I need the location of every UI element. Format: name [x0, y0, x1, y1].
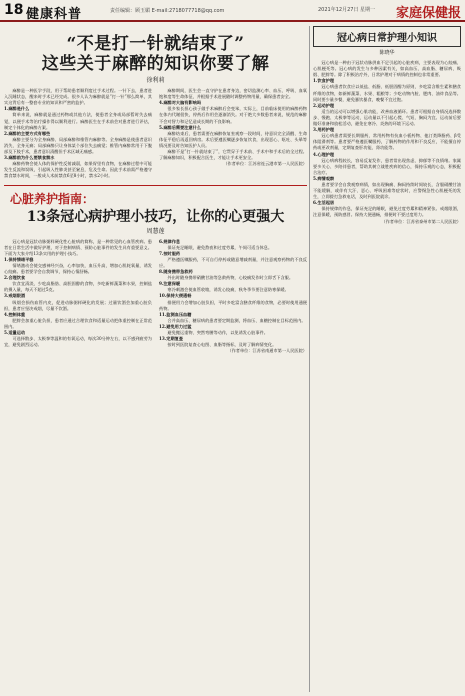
subheading: 13.定期复查	[159, 336, 184, 342]
subheading: 1.饮食护理	[313, 78, 335, 84]
subheading: 3.用药护理	[313, 127, 335, 133]
article2-col-right	[159, 239, 307, 355]
paragraph: 避免搬运重物、突然弯腰等动作，以免诱发心脏事件。	[167, 330, 268, 335]
article1-byline: 徐利莉	[146, 77, 165, 84]
subheading: 2.合理饮食	[4, 275, 26, 281]
paragraph: 保证充足睡眠，避免熬夜和过度劳累，午间可适当休息。	[167, 244, 273, 250]
author-affiliation: （作者单位：江苏省南通市第一人民医院）	[227, 348, 307, 354]
article1-title-line2: 这些关于麻醉的知识你要了解	[41, 54, 270, 74]
paragraph: 冠心病患者饮食应以低盐、低脂、低胆固醇为原则，多吃富含维生素和膳食纤维的食物，如新鲜蔬菜、水果、粗粮等；少吃动物内脏、肥肉、油炸食品等。同时要少量多餐，避免暴饮暴食，晚餐不宜过饱。	[313, 84, 461, 102]
author-affiliation: （作者单位：江苏省泰州市第二人民医院）	[381, 218, 461, 224]
main-column	[4, 26, 307, 354]
paragraph: 排便用力会增加心脏负担，平时多吃富含膳食纤维的食物，必要时使用通便药物。	[159, 299, 307, 311]
article3-title: 冠心病日常护理小知识	[313, 26, 461, 47]
subheading: 2.麻醉的主要方式有哪些	[4, 130, 51, 136]
paragraph: 麻醉是一种医学手段，用于帮助患者顺利度过手术过程。一针下去，患者进入沉睡状态，醒来时手术已经完成。很多人认为麻醉就是“打一针”那么简单，其实这背后有一整套专业的知识和严密的监护。	[4, 88, 152, 106]
paragraph: 很多家长担心孩子做手术麻醉后会变笨，实际上，目前临床使用的麻醉药物在体内代谢很快，停药后作用会逐渐消失。对于绝大多数患者来说，规范的麻醉不会对智力和记忆造成长期的不良影响。	[159, 106, 307, 124]
paragraph: 冠心病患者需要长期服药，常用药物有抗血小板药物、他汀类降脂药、β受体阻滞剂等。患者要严格遵医嘱服药，了解药物的作用和不良反应，不能擅自停药或更改剂量，定期复查肝功能、肾功能等。	[313, 133, 461, 151]
paragraph: 按时到医院复查心电图、血脂等指标，及时了解病情变化。	[167, 342, 277, 348]
subheading: 5.适量运动	[4, 330, 26, 335]
subheading: 6.规律作息	[159, 238, 181, 244]
subheading: 6.生活起居	[313, 200, 335, 206]
paragraph: 麻醉主要分为全身麻醉、局部麻醉和椎管内麻醉等。全身麻醉是使患者意识消失、全身无痛；局部麻醉只让身体某个部位失去痛觉；椎管内麻醉常用于下腹部及下肢手术，患者意识清醒但手术区域无痛感。	[4, 136, 152, 155]
paragraph: 麻醉药物会使人体的保护性反射减弱，如果胃里有食物，在麻醉过程中可能发生反流和误吸，引起吸入性肺炎甚至窒息，危及生命。因此手术前需严格遵守禁食禁水时间，一般成人术前禁食6至8小时，禁水2小时。	[4, 161, 152, 179]
subheading: 11.监测血压血糖	[159, 311, 192, 317]
paragraph: 冠心病是一种由于冠状动脉供血不足引起的心脏疾病，主要表现为心绞痛、心肌梗死等。冠心病的发生与多种因素有关，如高血压、高血脂、糖尿病、吸烟、肥胖等。除了积极治疗外，日常护理对于病情的控制也非常重要。	[313, 60, 461, 78]
subheading: 8.随身携带急救药	[159, 269, 193, 275]
article1-col-left	[4, 88, 152, 179]
page-number: 18	[4, 2, 24, 18]
paragraph: 简单来说，麻醉就是通过药物或其他方法，使患者全身或局部暂时失去痛觉，以便手术等治疗操作得以顺利进行。麻醉医生在手术前会对患者进行评估，制定个体化的麻醉方案。	[4, 112, 152, 130]
section-title: 健康科普	[26, 7, 83, 22]
article1-col-right	[159, 88, 307, 179]
subheading: 4.控制体重	[4, 311, 26, 317]
subheading: 3.麻醉前为什么要禁食禁水	[4, 155, 55, 161]
subheading: 2.运动护理	[313, 102, 335, 108]
subheading: 5.病情观察	[313, 175, 335, 181]
paragraph: 吸烟会损伤血管内皮，促进动脉粥样硬化的发展；过量饮酒会加重心脏负担，患者应坚决戒烟，尽量不饮酒。	[4, 299, 152, 311]
subheading: 12.避免用力过猛	[159, 323, 192, 329]
paragraph: 麻醉期间，医生会一直守护在患者身边，密切监测心率、血压、呼吸、血氧饱和度等生命体征，并根据手术进展随时调整药物用量，确保患者安全。	[159, 88, 307, 100]
paragraph: 适当的运动可以增强心肌功能，改善血液循环。患者可根据自身情况选择散步、慢跑、太极拳等运动，运动量以不引起心慌、气短、胸闷为宜。运动前后要做好准备和放松活动，避免在寒冷、炎热的环境下运动。	[313, 108, 461, 127]
paragraph: 严格遵医嘱服药，不可自行停药或随意增减剂量，并注意观察药物的不良反应。	[159, 256, 307, 268]
issue-date: 2021年12月27日 星期一	[318, 7, 376, 13]
column-divider	[309, 26, 310, 692]
subheading: 3.戒烟限酒	[4, 293, 26, 299]
subheading: 1.保持情绪平稳	[4, 256, 34, 262]
subheading: 7.按时服药	[159, 250, 181, 256]
paragraph: 麻醉结束后，患者需要在麻醉恢复室观察一段时间，待意识完全清醒、生命体征平稳后再返回病房。术后要遵医嘱逐步恢复饮食，出现恶心、呕吐、头晕等情况要及时告知医护人员。	[159, 130, 307, 148]
article2-col-left	[4, 239, 152, 355]
article2-byline: 周慧莲	[146, 227, 165, 235]
subheading: 4.心理护理	[313, 151, 335, 157]
paragraph: 情绪激动会使交感神经兴奋，心率加快，血压升高，增加心肌耗氧量，诱发心绞痛。患者要学会自我调节，保持心情舒畅。	[4, 262, 152, 275]
paragraph: 可选择散步、太极拳等温和的有氧运动，每次30分钟左右，以不感到疲劳为宜，避免剧烈运动。	[4, 336, 152, 348]
section-separator	[4, 185, 307, 186]
paragraph: 患者要学会自我观察病情，如出现胸痛、胸闷持续时间较长，含服硝酸甘油不能缓解，或伴有大汗、恶心、呼吸困难等症状时，应警惕急性心肌梗死的发生，立即拨打急救电话，及时到医院就诊。	[313, 181, 461, 200]
article3-body	[313, 60, 461, 225]
article3-byline: 陈晓华	[379, 50, 395, 56]
article1-title	[4, 34, 307, 74]
paragraph: 保持规律的作息，保证充足的睡眠，避免过度劳累和精神紧张。戒烟限酒，注意保暖，预防感冒。保持大便通畅，排便时不要过度用力。	[313, 206, 461, 218]
subheading: 5.麻醉后需要注意什么	[159, 124, 202, 130]
subheading: 1.麻醉是什么	[4, 106, 30, 112]
article1-body	[4, 88, 307, 179]
masthead	[0, 0, 465, 22]
paragraph: 合并高血压、糖尿病的患者要定期监测，将血压、血糖控制在目标范围内。	[167, 317, 306, 323]
subheading: 4.麻醉对大脑有影响吗	[159, 100, 202, 106]
author-affiliation: （作者单位：江苏省连云港市第一人民医院）	[223, 161, 307, 167]
article2-title: 13条冠心病护理小技巧，让你的心更强大	[26, 208, 285, 225]
newspaper-name: 家庭保健报	[395, 6, 461, 21]
paragraph: 饮食宜清淡，少吃高脂肪、高胆固醇的食物，多吃新鲜蔬菜和水果，控制盐的摄入量，每天不超过5克。	[4, 281, 152, 293]
subheading: 9.注意保暖	[159, 281, 181, 287]
article2-kicker: 心脏养护指南：	[10, 191, 95, 206]
paragraph: 冠心病病程较长，容易反复发作，患者常出现焦虑、抑郁等不良情绪。家属要多关心、多陪伴患者，帮助其树立战胜疾病的信心，保持乐观的心态，积极配合治疗。	[313, 157, 461, 175]
article1-title-line1: “不是打一针就结束了”	[66, 34, 245, 54]
paragraph: 肥胖会加重心脏负担，患者应通过合理饮食和适量运动把体重控制在正常范围内。	[4, 317, 152, 329]
side-column	[313, 26, 461, 225]
paragraph: 外出时随身携带硝酸甘油等急救药物，心绞痛发作时立即舌下含服。	[167, 275, 294, 281]
article2-body	[4, 239, 307, 355]
editor-info: 责任编辑：顾玉媚 E-mail:2718077718@qq.com	[110, 8, 225, 14]
paragraph: 麻醉不是“打一针就结束了”，它贯穿于手术前、手术中和手术后的全过程。了解麻醉知识，积极配合医生，才能让手术更安全。	[159, 149, 307, 161]
paragraph: 冠心病是冠状动脉粥样硬化性心脏病的简称，是一种常见的心血管疾病。患者在日常生活中做好护理，对于控制病情、预防心脏事件的发生具有重要意义。下面为大家介绍13条实用的护理小技巧。	[4, 238, 152, 256]
paragraph: 寒冷刺激会使血管收缩，诱发心绞痛，秋冬季节要注意防寒保暖。	[167, 287, 289, 293]
subheading: 10.保持大便通畅	[159, 293, 192, 299]
